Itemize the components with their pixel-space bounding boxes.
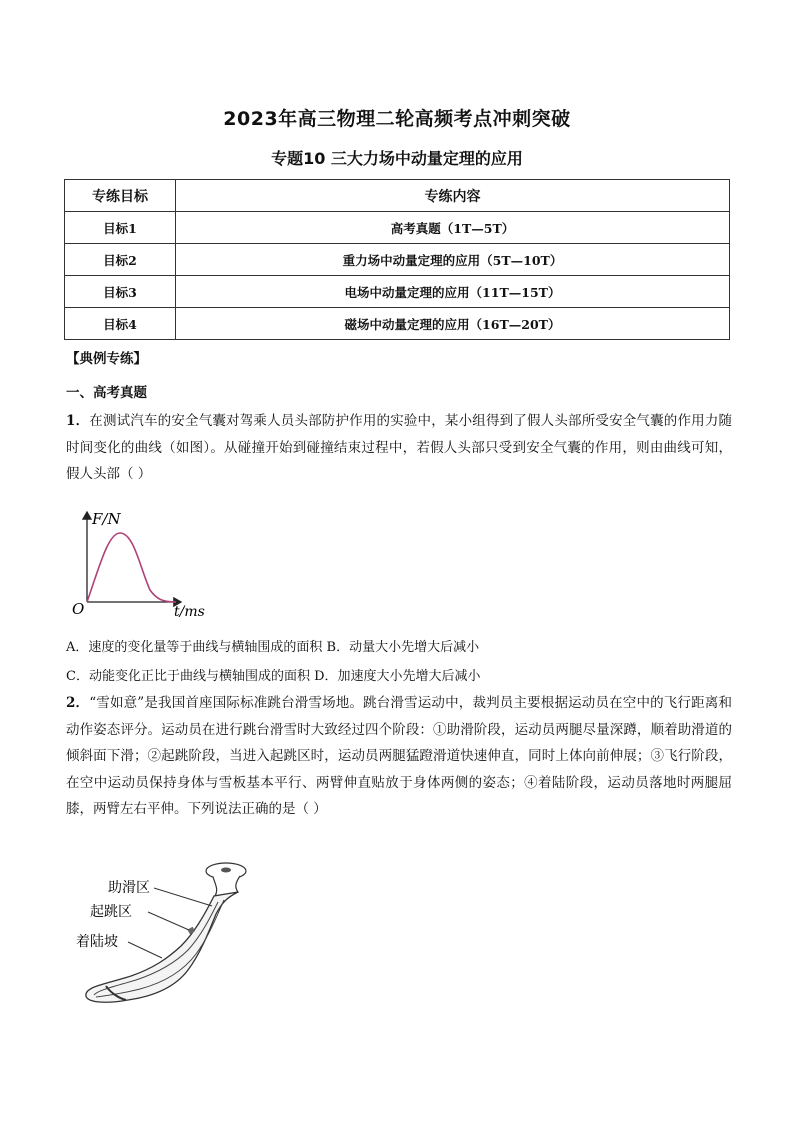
figure-label-takeoff: 起跳区 [90, 904, 132, 920]
table-cell-target: 目标1 [65, 212, 176, 244]
table-header-cell: 专练内容 [176, 180, 730, 212]
table-cell-content: 高考真题（1T—5T） [176, 212, 730, 244]
table-cell-target: 目标2 [65, 244, 176, 276]
question-1 [66, 408, 732, 488]
tower-hole [221, 868, 231, 873]
table-row [65, 308, 730, 340]
question-text: “雪如意”是我国首座国际标准跳台滑雪场地。跳台滑雪运动中，裁判员主要根据运动员在空中的飞行距离和动作姿态评分。运动员在进行跳台滑雪时大致经过四个阶段：①助滑阶段，运动员两腿尽量深蹲，顺着助滑道的倾斜面下滑；②起跳阶段，当进入起跳区时，运动员两腿猛蹬滑道快速伸直，同时上体向前伸展；③飞行阶段，在空中运动员保持身体与雪板基本平行、两臂伸直贴放于身体两侧的姿态；④着陆阶段，运动员落地时两腿屈膝，两臂左右平伸。下列说法正确的是（ ） [66, 695, 732, 817]
subsection-header: 一、高考真题 [66, 385, 147, 401]
leader-line [128, 942, 162, 958]
figure-label-approach: 助滑区 [108, 880, 150, 896]
table-row [65, 212, 730, 244]
table-row [65, 244, 730, 276]
force-curve [87, 533, 176, 602]
q1-options-line-1: A．速度的变化量等于曲线与横轴围成的面积 B．动量大小先增大后减小 [66, 640, 480, 655]
y-axis-label: F/N [92, 510, 121, 528]
section-header: 【典例专练】 [66, 351, 147, 367]
ski-jump-figure [76, 858, 276, 1008]
question-text: 在测试汽车的安全气囊对驾乘人员头部防护作用的实验中，某小组得到了假人头部所受安全气囊的作用力随时间变化的曲线（如图）。从碰撞开始到碰撞结束过程中，若假人头部只受到安全气囊的作用，则由曲线可知，假人头部（ ） [66, 413, 732, 482]
targets-table [64, 179, 730, 340]
table-cell-content: 磁场中动量定理的应用（16T—20T） [176, 308, 730, 340]
question-number: 1． [66, 413, 90, 429]
leader-line [154, 888, 212, 906]
table-cell-target: 目标3 [65, 276, 176, 308]
page-title: 2023年高三物理二轮高频考点冲刺突破 [223, 108, 571, 130]
question-2 [66, 690, 732, 823]
x-axis-label: t/ms [174, 604, 205, 620]
table-header-row [65, 180, 730, 212]
q1-options-line-2: C．动能变化正比于曲线与横轴围成的面积 D．加速度大小先增大后减小 [66, 669, 481, 684]
leader-line [148, 912, 189, 930]
origin-label: O [72, 600, 85, 618]
page-subtitle: 专题10 三大力场中动量定理的应用 [271, 149, 523, 168]
question-number: 2． [66, 695, 90, 711]
force-time-graph [66, 508, 216, 622]
table-row [65, 276, 730, 308]
table-cell-target: 目标4 [65, 308, 176, 340]
table-cell-content: 重力场中动量定理的应用（5T—10T） [176, 244, 730, 276]
figure-label-landing: 着陆坡 [76, 934, 118, 950]
table-header-cell: 专练目标 [65, 180, 176, 212]
table-cell-content: 电场中动量定理的应用（11T—15T） [176, 276, 730, 308]
